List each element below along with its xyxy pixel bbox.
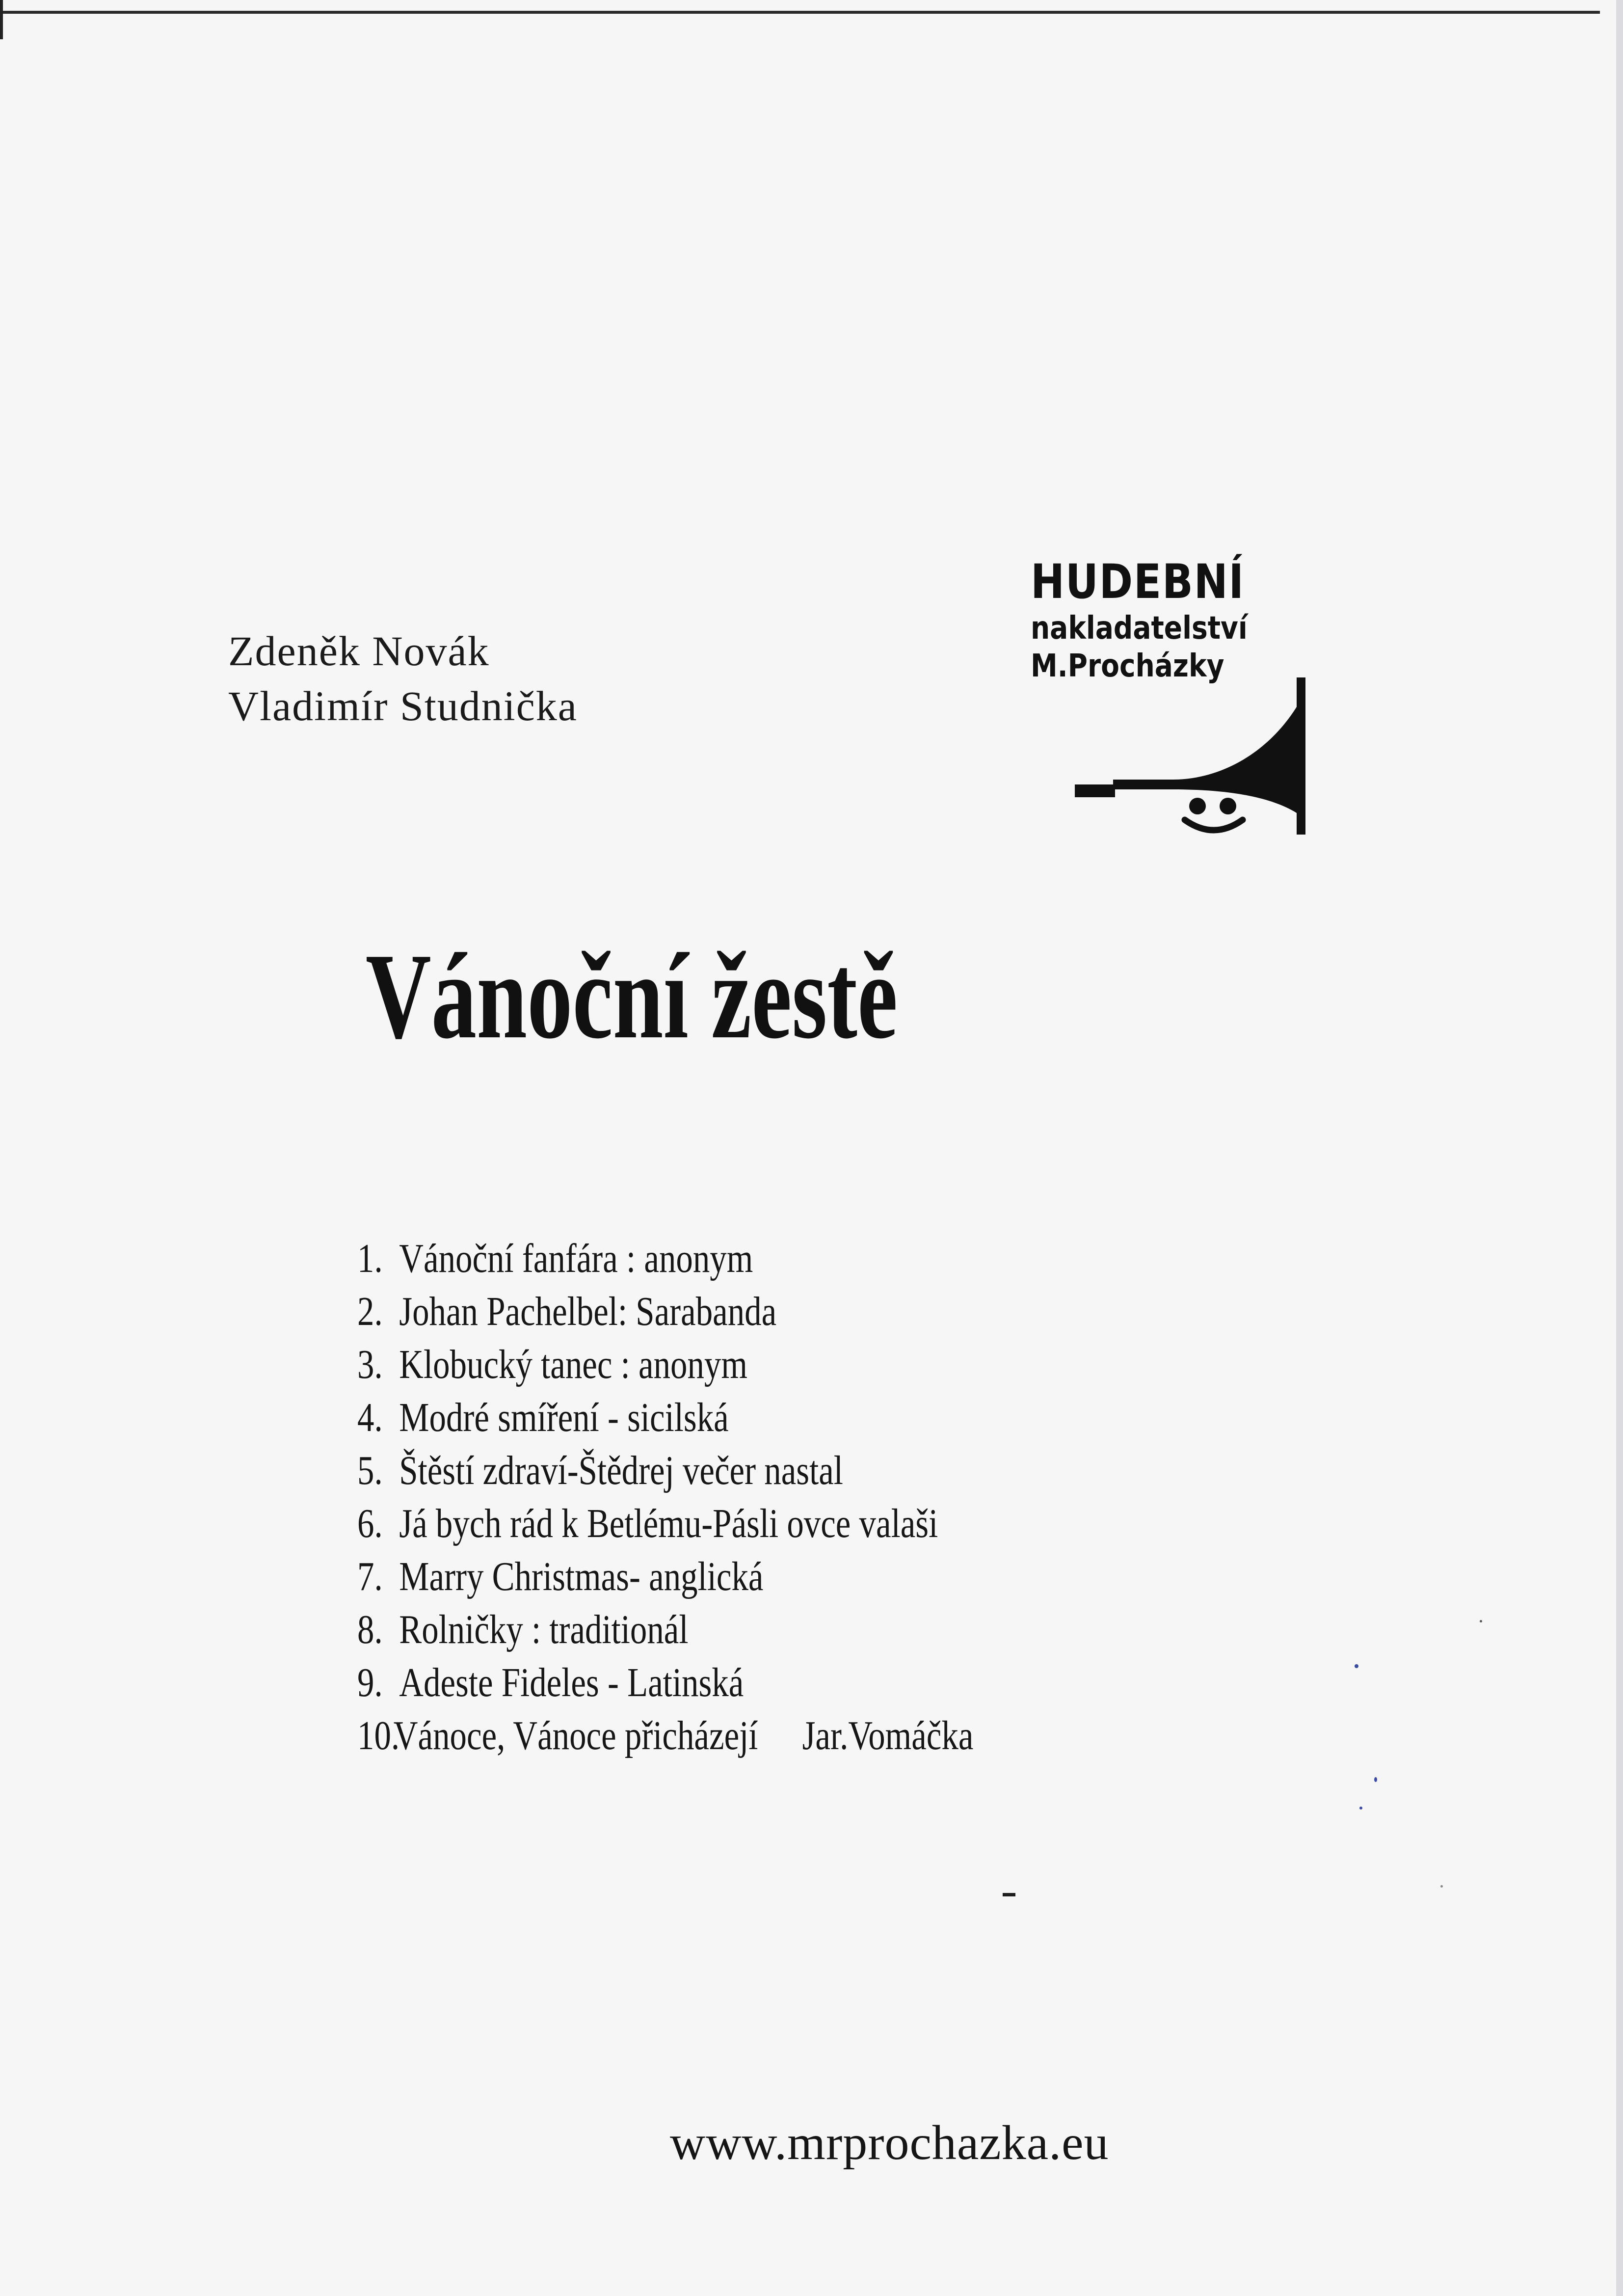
page-title: Vánoční žestě xyxy=(366,928,898,1064)
item-number: 1. xyxy=(357,1236,383,1281)
item-number: 10. xyxy=(357,1713,400,1758)
item-title: Adeste Fideles - Latinská xyxy=(399,1660,744,1705)
scan-left-edge xyxy=(0,0,3,39)
website-url: www.mrprochazka.eu xyxy=(670,2115,1109,2170)
item-title: Modré smíření - sicilská xyxy=(399,1395,729,1440)
dash-mark xyxy=(1003,1893,1015,1896)
contents-list xyxy=(357,1232,973,1762)
item-title: Já bych rád k Betlému-Pásli ovce valaši xyxy=(399,1501,938,1546)
list-item xyxy=(357,1497,973,1550)
item-title: Johan Pachelbel: Sarabanda xyxy=(399,1289,777,1334)
item-title: Klobucký tanec : anonym xyxy=(399,1342,747,1387)
item-number: 3. xyxy=(357,1342,383,1387)
item-number: 8. xyxy=(357,1607,383,1652)
scan-speck xyxy=(1374,1777,1377,1782)
list-item xyxy=(357,1709,973,1762)
scan-speck xyxy=(1440,1885,1443,1888)
list-item xyxy=(357,1232,973,1285)
smiling-trumpet-icon xyxy=(1075,658,1305,854)
author-name: Zdeněk Novák xyxy=(228,627,490,675)
authors-block xyxy=(228,623,578,733)
scan-top-edge xyxy=(0,11,1600,14)
item-title: Rolničky : traditionál xyxy=(399,1607,689,1652)
item-title: Marry Christmas- anglická xyxy=(399,1554,764,1599)
item-composer: Jar.Vomáčka xyxy=(802,1713,974,1758)
scan-speck xyxy=(1355,1664,1358,1668)
logo-line-prochazky: M.Procházky xyxy=(1031,648,1224,684)
item-title: Vánoční fanfára : anonym xyxy=(399,1236,753,1281)
publisher-logo xyxy=(1026,555,1281,790)
list-item xyxy=(357,1338,973,1391)
scan-speck xyxy=(1480,1620,1482,1622)
item-number: 9. xyxy=(357,1660,383,1705)
list-item xyxy=(357,1444,973,1497)
item-title: Vánoce, Vánoce přicházejí xyxy=(393,1713,758,1758)
logo-line-hudebni: HUDEBNÍ xyxy=(1031,554,1245,609)
item-number: 6. xyxy=(357,1501,383,1546)
list-item xyxy=(357,1550,973,1603)
item-number: 4. xyxy=(357,1395,383,1440)
list-item xyxy=(357,1656,973,1709)
author-name: Vladimír Studnička xyxy=(228,682,578,729)
list-item xyxy=(357,1285,973,1338)
list-item xyxy=(357,1603,973,1656)
list-item xyxy=(357,1391,973,1444)
scan-speck xyxy=(1359,1807,1362,1810)
item-title: Štěstí zdraví-Štědrej večer nastal xyxy=(399,1448,843,1493)
item-number: 7. xyxy=(357,1554,383,1599)
item-number: 2. xyxy=(357,1289,383,1334)
item-number: 5. xyxy=(357,1448,383,1493)
logo-line-nakladatelstvi: nakladatelství xyxy=(1031,610,1248,647)
scan-right-edge xyxy=(1616,0,1623,2296)
